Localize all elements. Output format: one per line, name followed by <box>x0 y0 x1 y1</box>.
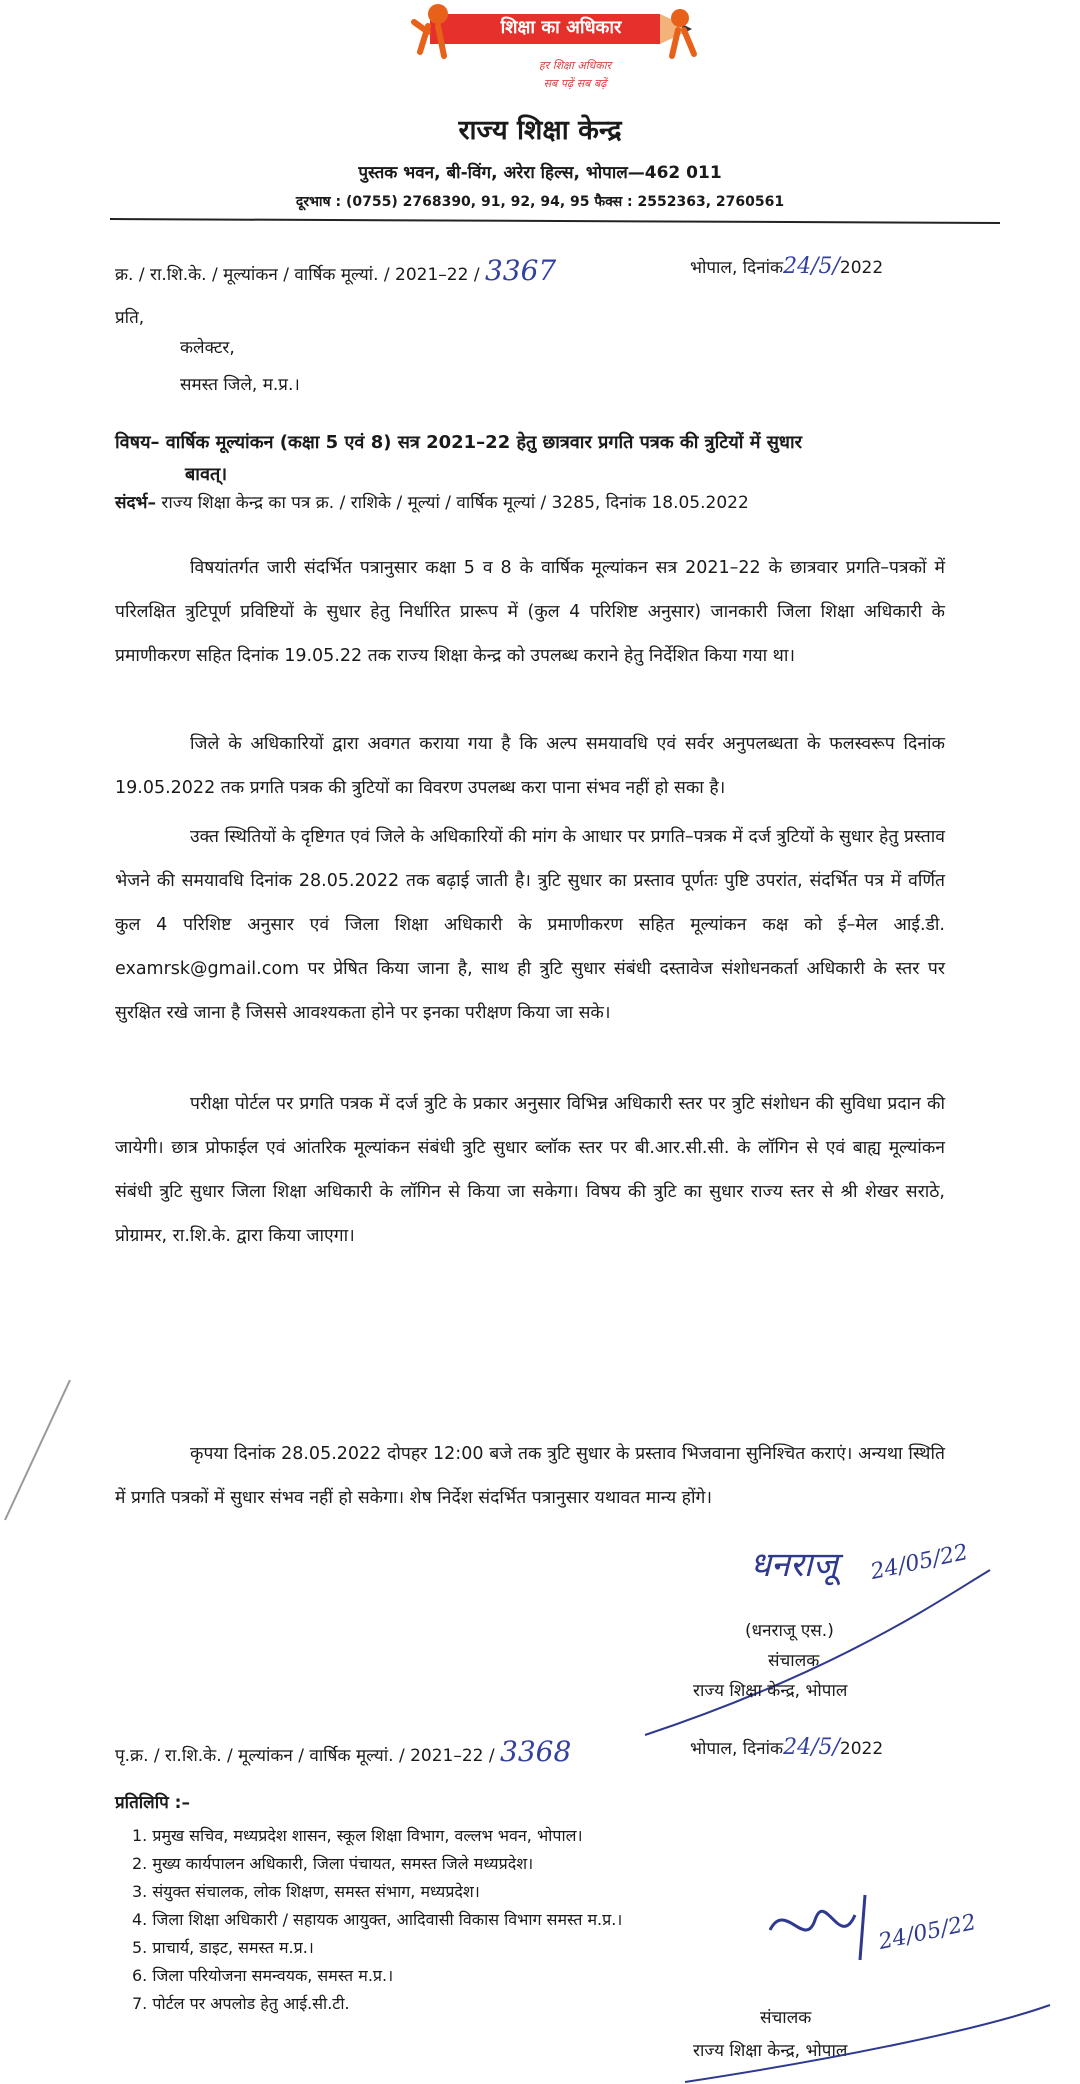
office-phone: दूरभाष : (0755) 2768390, 91, 92, 94, 95 फैक्स : 2552363, 2760561 <box>295 194 785 210</box>
logo-slogan-1: हर शिक्षा अधिकार <box>538 59 612 72</box>
signatory-designation: संचालक <box>768 1651 820 1671</box>
copy-ref-number: 3368 <box>500 1735 572 1768</box>
copy-signatory-designation: संचालक <box>760 2008 812 2028</box>
list-item: 7. पोर्टल पर अपलोड हेतु आई.सी.टी. <box>132 1994 350 2013</box>
letter-date-prefix: भोपाल, दिनांक <box>690 258 784 278</box>
to-label: प्रति, <box>115 308 145 328</box>
copy-date-handwritten: 24/5/ <box>783 1735 840 1760</box>
copy-label: प्रतिलिपि :– <box>115 1793 190 1813</box>
copy-signatory-office: राज्य शिक्षा केन्द्र, भोपाल <box>693 2041 848 2061</box>
signatory-office: राज्य शिक्षा केन्द्र, भोपाल <box>693 1681 848 1701</box>
header-divider <box>110 218 1000 224</box>
scan-mark <box>0 1380 80 1530</box>
copy-ref-prefix: पृ.क्र. / रा.शि.के. / मूल्यांकन / वार्षिक मूल्यां. / 2021–22 / <box>115 1746 495 1766</box>
list-item: 2. मुख्य कार्यपालन अधिकारी, जिला पंचायत, समस्त जिले मध्यप्रदेश। <box>132 1854 534 1873</box>
letter-date <box>690 254 883 279</box>
list-item: 5. प्राचार्य, डाइट, समस्त म.प्र.। <box>132 1938 314 1957</box>
subject-text: वार्षिक मूल्यांकन (कक्षा 5 एवं 8) सत्र 2021–22 हेतु छात्रवार प्रगति पत्रक की त्रुटियों में सुधार <box>165 432 802 453</box>
copy-ref <box>115 1735 571 1768</box>
paragraph-5: कृपया दिनांक 28.05.2022 दोपहर 12:00 बजे तक त्रुटि सुधार के प्रस्ताव भिजवाना सुनिश्चित कराएं। अन्यथा स्थिति में प्रगति पत्रकों में सुधार संभव नहीं हो सकेगा। शेष निर्देश संदर्भित पत्रानुसार यथावत मान्य होंगे। <box>115 1444 945 1508</box>
list-item: 3. संयुक्त संचालक, लोक शिक्षण, समस्त संभाग, मध्यप्रदेश। <box>132 1882 480 1901</box>
signature-2-stroke <box>680 2000 1060 2084</box>
signature-2-date: 24/05/22 <box>876 1910 979 1955</box>
copy-date-year: 2022 <box>839 1739 884 1759</box>
list-item: 6. जिला परियोजना समन्वयक, समस्त म.प्र.। <box>132 1966 394 1985</box>
signatory-name: (धनराजू एस.) <box>745 1621 834 1641</box>
subject-text-cont: बावत्। <box>185 464 228 485</box>
reference-text: राज्य शिक्षा केन्द्र का पत्र क्र. / राशिके / मूल्यां / वार्षिक मूल्यां / 3285, दिनांक 18.05.2022 <box>161 493 749 513</box>
signature-1-stroke <box>640 1560 1000 1740</box>
letter-ref <box>115 254 556 287</box>
paragraph-2: जिले के अधिकारियों द्वारा अवगत कराया गया है कि अल्प समयावधि एवं सर्वर अनुपलब्धता के फलस्वरूप दिनांक 19.05.2022 तक प्रगति पत्रक की त्रुटियों का विवरण उपलब्ध करा पाना संभव नहीं हो सका है। <box>115 734 945 798</box>
paragraph-3: उक्त स्थितियों के दृष्टिगत एवं जिले के अधिकारियों की मांग के आधार पर प्रगति–पत्रक में दर्ज त्रुटियों के सुधार हेतु प्रस्ताव भेजने की समयावधि दिनांक 28.05.2022 तक बढ़ाई जाती है। त्रुटि सुधार का प्रस्ताव पूर्णतः पुष्टि उपरांत, संदर्भित पत्र में वर्णित कुल 4 परिशिष्ट अनुसार एवं जिला शिक्षा अधिकारी के प्रमाणीकरण सहित मूल्यांकन कक्ष को ई–मेल आई.डी. examrsk@gmail.com पर प्रेषित किया जाना है, साथ ही त्रुटि सुधार संबंधी दस्तावेज संशोधनकर्ता अधिकारी के स्तर पर सुरक्षित रखे जाना है जिससे आवश्यकता होने पर इनका परीक्षण किया जा सके। <box>115 827 945 1023</box>
subject-block <box>115 426 945 459</box>
reference-label: संदर्भ– <box>115 493 156 513</box>
signature-2 <box>760 1890 890 1970</box>
list-item: 4. जिला शिक्षा अधिकारी / सहायक आयुक्त, आदिवासी विकास विभाग समस्त म.प्र.। <box>132 1910 623 1929</box>
copy-list <box>132 1822 832 2018</box>
logo-slogan-2: सब पढ़ें सब बढ़ें <box>543 77 607 90</box>
copy-date <box>690 1735 883 1760</box>
letter-date-handwritten: 24/5/ <box>783 254 840 279</box>
office-title: राज्य शिक्षा केन्द्र <box>458 115 622 146</box>
rte-logo <box>410 0 710 118</box>
paragraph-4: परीक्षा पोर्टल पर प्रगति पत्रक में दर्ज त्रुटि के प्रकार अनुसार विभिन्न अधिकारी स्तर पर त्रुटि संशोधन की सुविधा प्रदान की जायेगी। छात्र प्रोफाईल एवं आंतरिक मूल्यांकन संबंधी त्रुटि सुधार ब्लॉक स्तर पर बी.आर.सी.सी. के लॉगिन से एवं बाह्य मूल्यांकन संबंधी त्रुटि सुधार जिला शिक्षा अधिकारी के लॉगिन से किया जा सकेगा। विषय की त्रुटि का सुधार राज्य स्तर से श्री शेखर सराठे, प्रोग्रामर, रा.शि.के. द्वारा किया जाएगा। <box>115 1094 945 1246</box>
letter-ref-prefix: क्र. / रा.शि.के. / मूल्यांकन / वार्षिक मूल्यां. / 2021–22 / <box>115 265 480 285</box>
logo-banner-text: शिक्षा का अधिकार <box>500 17 622 38</box>
copy-date-prefix: भोपाल, दिनांक <box>690 1739 784 1759</box>
paragraph-1: विषयांतर्गत जारी संदर्भित पत्रानुसार कक्षा 5 व 8 के वार्षिक मूल्यांकन सत्र 2021–22 के छात्रवार प्रगति–पत्रकों में परिलक्षित त्रुटिपूर्ण प्रविष्टियों के सुधार हेतु निर्धारित प्रारूप में (कुल 4 परिशिष्ट अनुसार) जानकारी जिला शिक्षा अधिकारी के प्रमाणीकरण सहित दिनांक 19.05.22 तक राज्य शिक्षा केन्द्र को उपलब्ध कराने हेतु निर्देशित किया गया था। <box>115 558 945 666</box>
signature-1: धनराजू <box>750 1545 838 1585</box>
letter-ref-number: 3367 <box>484 254 557 287</box>
list-item: 1. प्रमुख सचिव, मध्यप्रदेश शासन, स्कूल शिक्षा विभाग, वल्लभ भवन, भोपाल। <box>132 1826 583 1845</box>
office-address: पुस्तक भवन, बी-विंग, अरेरा हिल्स, भोपाल—462 011 <box>358 163 722 183</box>
signature-1-date: 24/05/22 <box>868 1540 971 1585</box>
recipient-line-2: समस्त जिले, म.प्र.। <box>180 375 300 395</box>
reference-block <box>115 490 749 513</box>
recipient-line-1: कलेक्टर, <box>180 338 235 358</box>
subject-label: विषय– <box>115 432 160 453</box>
letter-date-year: 2022 <box>839 258 884 278</box>
